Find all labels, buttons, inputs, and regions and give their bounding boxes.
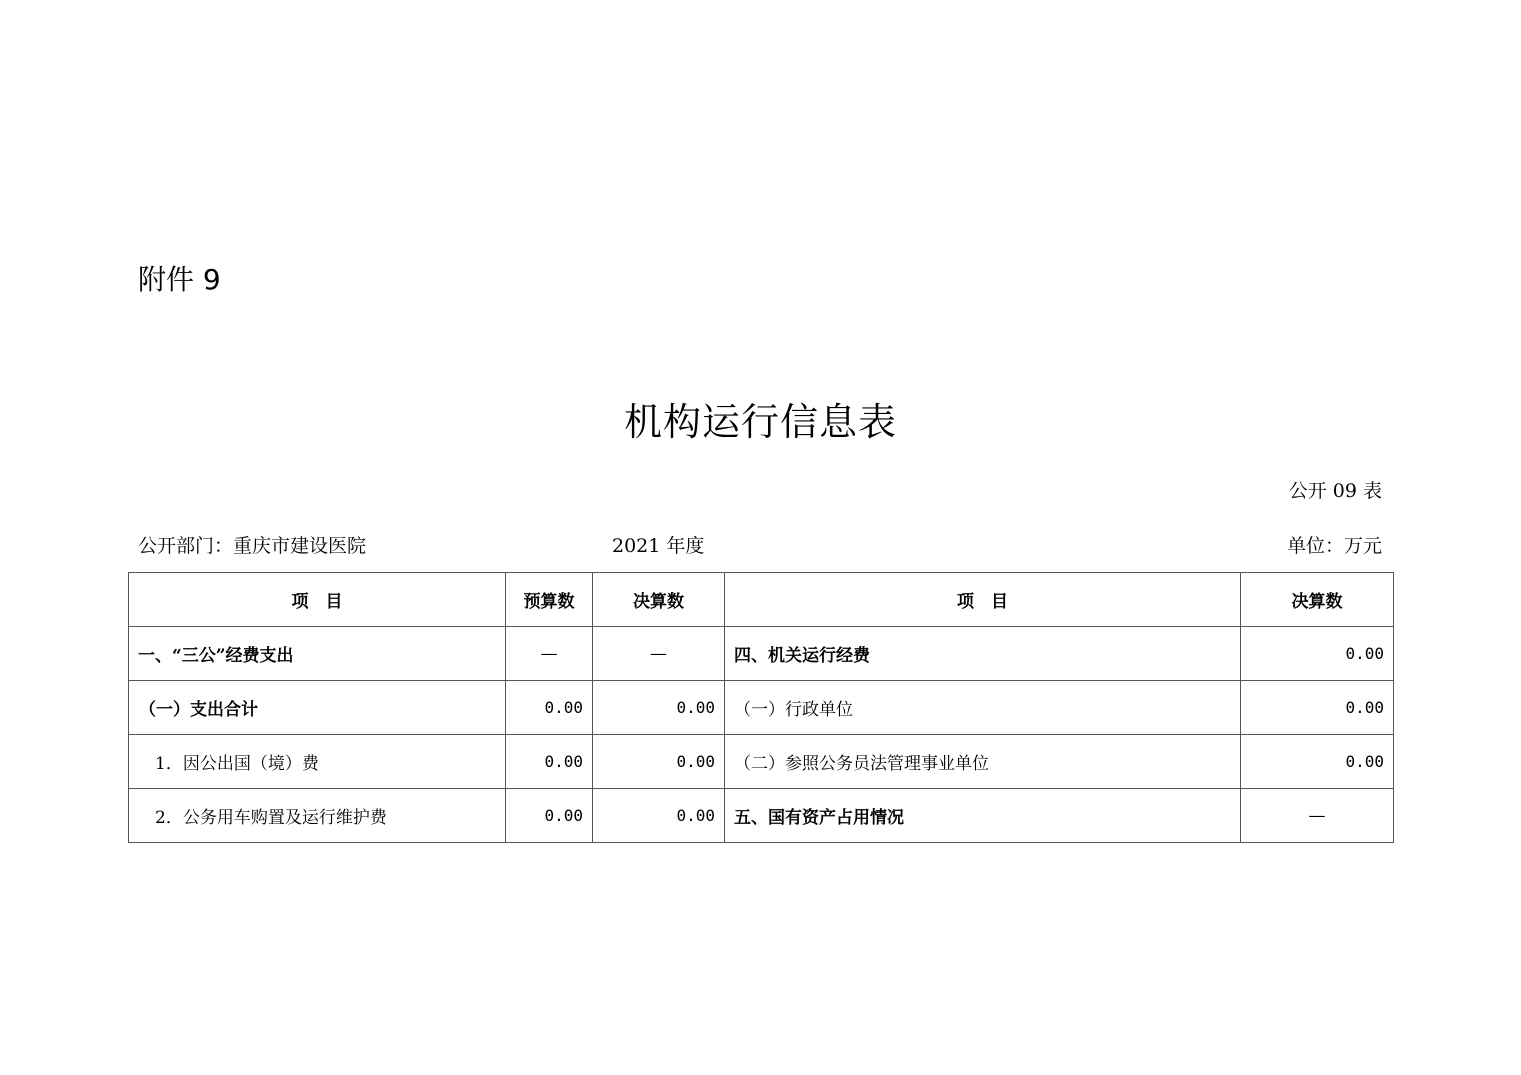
row-left-item: 一、“三公”经费支出 [129,627,506,681]
row-budget: 0.00 [506,681,593,735]
table-row [129,627,1394,681]
header-budget: 预算数 [506,573,593,627]
row-budget: — [506,627,593,681]
row-right-final: — [1241,789,1394,843]
row-right-final: 0.00 [1241,735,1394,789]
row-right-item: （二）参照公务员法管理事业单位 [725,735,1241,789]
row-budget: 0.00 [506,789,593,843]
row-right-final: 0.00 [1241,627,1394,681]
row-left-item: 2．公务用车购置及运行维护费 [129,789,506,843]
row-right-item: （一）行政单位 [725,681,1241,735]
row-right-final: 0.00 [1241,681,1394,735]
row-final: — [593,627,725,681]
unit-label: 单位：万元 [1286,535,1382,557]
department-label: 公开部门：重庆市建设医院 [138,535,367,557]
table-row [129,789,1394,843]
meta-row [138,532,1382,560]
table-header-row [129,573,1394,627]
form-code: 公开 09 表 [1288,480,1382,502]
year-label: 2021 年度 [612,535,705,557]
row-final: 0.00 [593,789,725,843]
attachment-label: 附件 9 [138,263,221,296]
header-right-item: 项 目 [725,573,1241,627]
table-row [129,681,1394,735]
header-left-item: 项 目 [129,573,506,627]
info-table [128,572,1394,843]
row-final: 0.00 [593,681,725,735]
row-left-item: （一）支出合计 [129,681,506,735]
row-budget: 0.00 [506,735,593,789]
header-right-final: 决算数 [1241,573,1394,627]
row-right-item: 五、国有资产占用情况 [725,789,1241,843]
header-final: 决算数 [593,573,725,627]
row-left-item: 1．因公出国（境）费 [129,735,506,789]
row-final: 0.00 [593,735,725,789]
table-row [129,735,1394,789]
row-right-item: 四、机关运行经费 [725,627,1241,681]
page-title: 机构运行信息表 [623,400,897,444]
